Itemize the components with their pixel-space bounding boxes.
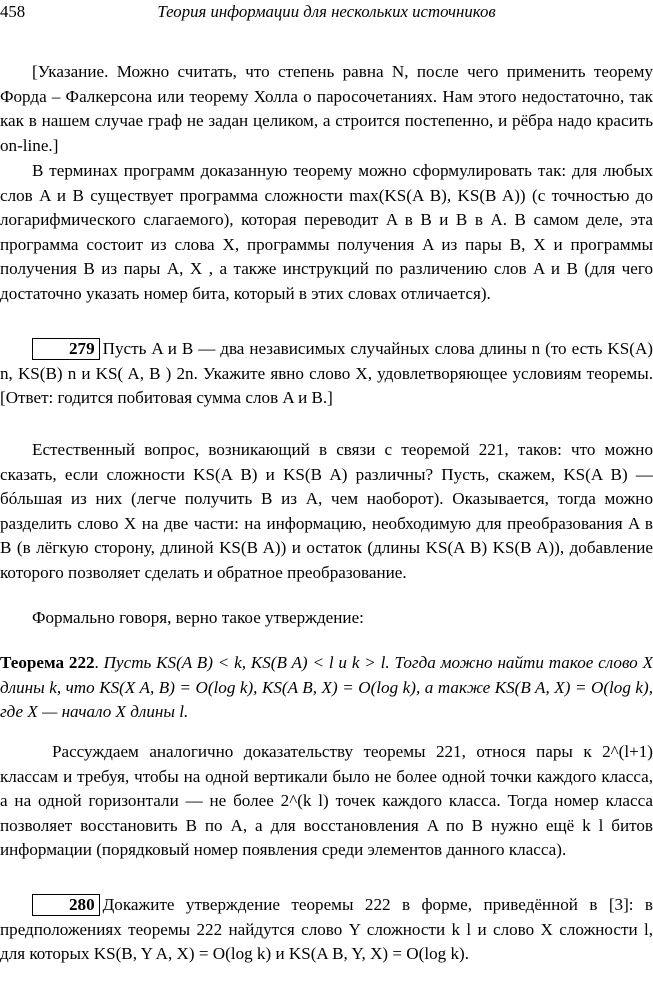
problem-279: [0, 337, 653, 411]
theorem-text: Пусть KS(A B) < k, KS(B A) < l и k > l. Тогда можно найти такое слово X длины k, что KS(X A, B) = O(log k), KS(A B, X) = O(log k), а также KS(B A, X) = O(log k), где X — начало X длины l.: [0, 653, 653, 722]
formally-paragraph: Формально говоря, верно такое утверждение:: [32, 608, 364, 627]
problem-279-text: Пусть A и B — два независимых случайных слова длины n (то есть KS(A) n, KS(B) n и KS( A, B ) 2n. Укажите явно слово X, удовлетворяющее условиям теоремы. [Ответ: годится побитовая сумма слов A и B.]: [0, 339, 653, 408]
problem-279-number: 279: [32, 338, 100, 360]
hint-paragraph: [Указание. Можно считать, что степень равна N, после чего применить теорему Форда – Фалкерсона или теорему Холла о паросочетаниях. Нам этого недостаточно, так как в нашем случае граф не задан целиком, а строится постепенно, и рёбра надо красить on-line.]: [0, 62, 653, 155]
terms-paragraph: В терминах программ доказанную теорему можно сформулировать так: для любых слов A и B существует программа сложности max(KS(A B), KS(B A)) (с точностью до логарифмического слагаемого), которая переводит A в B и B в A. В самом деле, эта программа состоит из слова X, программы получения A из пары B, X и программы получения B из пары A, X , а также инструкций по различению слов A и B (для чего достаточно указать номер бита, который в этих словах отличается).: [0, 161, 653, 303]
page-number: 458: [0, 2, 26, 21]
reasoning-paragraph: Рассуждаем аналогично доказательству теоремы 221, относя пары к 2^(l+1) классам и требуя, чтобы на одной вертикали было не более одной точки каждого класса, а на одной горизонтали — не более 2^(k l) точек каждого класса. Тогда номер класса позволяет восстановить B по A, а для восстановления A по B нужно ещё k l битов информации (порядковый номер появления среди элементов данного класса).: [0, 742, 653, 860]
hint-block: [0, 60, 653, 158]
theorem-label: Теорема 222: [0, 653, 95, 672]
problem-280-block: [0, 893, 653, 967]
natural-question-block: [0, 438, 653, 586]
problem-280: [0, 893, 653, 967]
problem-279-block: [0, 337, 653, 411]
problem-280-text: Докажите утверждение теоремы 222 в форме, приведённой в [3]: в предположениях теоремы 222 найдутся слово Y сложности k l и слово X сложности l, для которых KS(B, Y A, X) = O(log k) и KS(A B, Y, X) = O(log k).: [0, 895, 653, 964]
problem-280-number: 280: [32, 894, 100, 916]
terms-block: [0, 159, 653, 307]
running-title: Теория информации для нескольких источников: [157, 2, 496, 21]
natural-question-paragraph: Естественный вопрос, возникающий в связи с теоремой 221, таков: что можно сказать, если сложности KS(A B) и KS(B A) различны? Пусть, скажем, KS(A B) — бóльшая из них (легче получить B из A, чем наоборот). Оказывается, тогда можно разделить слово X на две части: на информацию, необходимую для преобразования A в B (в лёгкую сторону, длиной KS(B A)) и остаток (длины KS(A B) KS(B A)), добавление которого позволяет сделать и обратное преобразование.: [0, 440, 653, 582]
theorem-222: Теорема 222. Пусть KS(A B) < k, KS(B A) < l и k > l. Тогда можно найти такое слово X длины k, что KS(X A, B) = O(log k), KS(A B, X) = O(log k), а также KS(B A, X) = O(log k), где X — начало X длины l.: [0, 653, 653, 722]
formally-block: [0, 606, 653, 631]
page-header: [0, 0, 653, 22]
theorem-222-block: [0, 651, 653, 725]
reasoning-block: [0, 740, 653, 863]
